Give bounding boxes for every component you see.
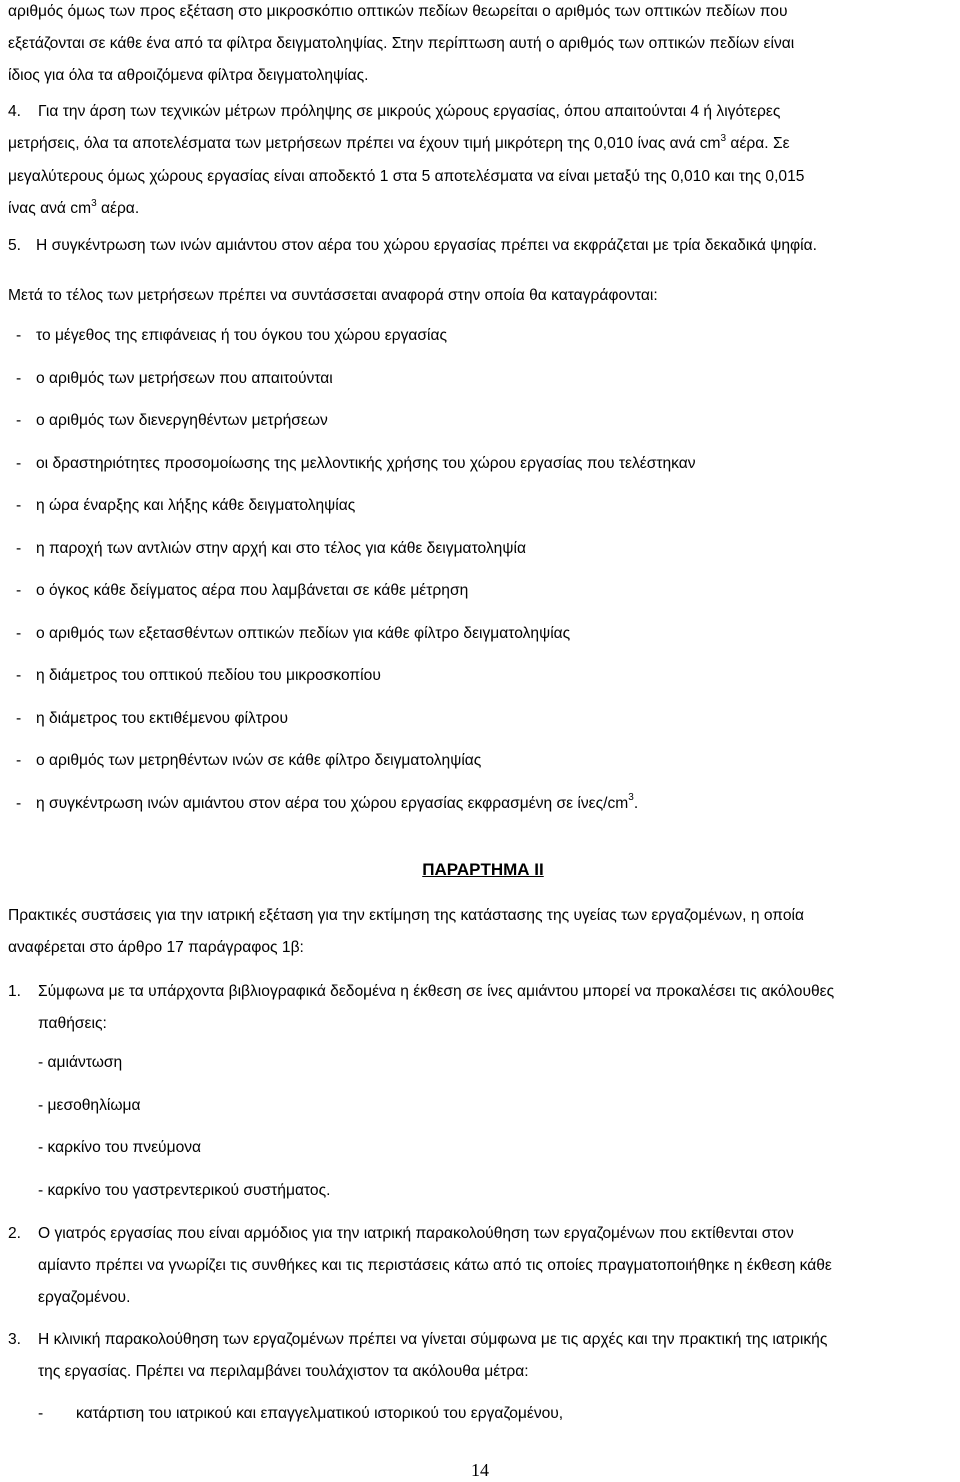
dash-marker: -: [16, 412, 22, 429]
annex-intro-line-1: Πρακτικές συστάσεις για την ιατρική εξέταση για την εκτίμηση της κατάστασης της υγείας των εργαζομένων, η οποία: [8, 907, 804, 924]
annex-item-1-line-1: Σύμφωνα με τα υπάρχοντα βιβλιογραφικά δεδομένα η έκθεση σε ίνες αμιάντου μπορεί να προκαλέσει τις ακόλουθες: [38, 983, 835, 1000]
annex-item-3-line-1: Η κλινική παρακολούθηση των εργαζομένων πρέπει να γίνεται σύμφωνα με τις αρχές και την πρακτική της ιατρικής: [38, 1331, 828, 1348]
annex-item-3-line-2: της εργασίας. Πρέπει να περιλαμβάνει τουλάχιστον τα ακόλουθα μέτρα:: [38, 1363, 529, 1380]
report-list-item: - η παροχή των αντλιών στην αρχή και στο τέλος για κάθε δειγματοληψία: [16, 539, 526, 557]
item-5-number: 5.: [8, 237, 22, 254]
dash-marker: -: [16, 667, 22, 684]
annex-intro-line-2: αναφέρεται στο άρθρο 17 παράγραφος 1β:: [8, 939, 304, 956]
report-list-item: - ο όγκος κάθε δείγματος αέρα που λαμβάνεται σε κάθε μέτρηση: [16, 582, 469, 599]
item-4-line-2: μετρήσεις, όλα τα αποτελέσματα των μετρήσεων πρέπει να έχουν τιμή μικρότερη της 0,010 ίνας ανά $cm^3$ αέρα. Σε: [8, 132, 790, 152]
item-5-text: Η συγκέντρωση των ινών αμιάντου στον αέρα του χώρου εργασίας πρέπει να εκφράζεται με τρία δεκαδικά ψηφία.: [36, 237, 817, 254]
annex-item-3-number: 3.: [8, 1331, 22, 1348]
disease-item: - αμιάντωση: [38, 1054, 123, 1071]
item-4-line-1: Για την άρση των τεχνικών μέτρων πρόληψης σε μικρούς χώρους εργασίας, όπου απαιτούνται 4 ή λιγότερες: [38, 103, 781, 120]
intro-line-2: εξετάζονται σε κάθε ένα από τα φίλτρα δειγματοληψίας. Στην περίπτωση αυτή ο αριθμός των οπτικών πεδίων είναι: [8, 35, 795, 52]
report-list-item: - ο αριθμός των διενεργηθέντων μετρήσεων: [16, 412, 328, 429]
item-4-number: 4.: [8, 103, 22, 120]
annex-item-1-line-2: παθήσεις:: [38, 1015, 107, 1032]
disease-item: - καρκίνο του πνεύμονα: [38, 1139, 202, 1156]
report-list-item-last: - η συγκέντρωση ινών αμιάντου στον αέρα του χώρου εργασίας εκφρασμένη σε ίνες/$cm^3$.: [16, 792, 639, 812]
report-list-item: - ο αριθμός των μετρηθέντων ινών σε κάθε φίλτρο δειγματοληψίας: [16, 752, 482, 769]
report-list-item: - η διάμετρος του οπτικού πεδίου του μικροσκοπίου: [16, 667, 381, 684]
dash-marker: -: [16, 709, 22, 727]
disease-item: - καρκίνο του γαστρεντερικού συστήματος.: [38, 1182, 331, 1199]
report-list-item: - το μέγεθος της επιφάνειας ή του όγκου του χώρου εργασίας: [16, 327, 448, 344]
dash-marker: -: [16, 752, 22, 769]
annex-item-2-line-3: εργαζομένου.: [38, 1289, 131, 1306]
annex-item-2-line-2: αμίαντο πρέπει να γνωρίζει τις συνθήκες και τις περιστάσεις κάτω από τις οποίες πραγματοποιήθηκε η έκθεση κάθε: [38, 1257, 832, 1274]
dash-marker: -: [16, 582, 22, 599]
dash-marker: -: [16, 794, 22, 812]
report-list-item: - η ώρα έναρξης και λήξης κάθε δειγματοληψίας: [16, 497, 356, 514]
report-list-item: - οι δραστηριότητες προσομοίωσης της μελλοντικής χρήσης του χώρου εργασίας που τελέστηκαν: [16, 454, 696, 472]
dash-marker: -: [16, 454, 22, 472]
dash-marker: -: [16, 369, 22, 387]
dash-marker: -: [38, 1405, 44, 1422]
disease-item: - μεσοθηλίωμα: [38, 1097, 141, 1114]
report-list-item: - ο αριθμός των εξετασθέντων οπτικών πεδίων για κάθε φίλτρο δειγματοληψίας: [16, 624, 571, 642]
report-intro: Μετά το τέλος των μετρήσεων πρέπει να συντάσσεται αναφορά στην οποία θα καταγράφονται:: [8, 287, 658, 304]
dash-marker: -: [16, 624, 22, 642]
report-list-item: - ο αριθμός των μετρήσεων που απαιτούνται: [16, 369, 333, 387]
report-list-item: - η διάμετρος του εκτιθέμενου φίλτρου: [16, 709, 288, 727]
dash-marker: -: [16, 539, 22, 557]
annex-item-1-number: 1.: [8, 983, 22, 1000]
intro-line-1: αριθμός όμως των προς εξέταση στο μικροσκόπιο οπτικών πεδίων θεωρείται ο αριθμός των οπτικών πεδίων που: [8, 3, 788, 20]
annex-title: ΠΑΡΑΡΤΗΜΑ ΙΙ: [422, 860, 544, 879]
dash-marker: -: [16, 497, 22, 514]
annex-item-3-dash-item: - κατάρτιση του ιατρικού και επαγγελματικού ιστορικού του εργαζομένου,: [38, 1405, 564, 1422]
item-4-line-3: μεγαλύτερους όμως χώρους εργασίας είναι αποδεκτό 1 στα 5 αποτελέσματα να είναι μεταξύ της 0,010 και της 0,015: [8, 168, 805, 185]
dash-marker: -: [16, 327, 22, 344]
annex-item-2-line-1: Ο γιατρός εργασίας που είναι αρμόδιος για την ιατρική παρακολούθηση των εργαζομένων που εκτίθενται στον: [38, 1225, 794, 1242]
item-4-line-4: ίνας ανά $cm^3$ αέρα.: [8, 197, 140, 217]
annex-item-2-number: 2.: [8, 1225, 22, 1242]
page-number: 14: [471, 1460, 489, 1480]
intro-line-3: ίδιος για όλα τα αθροιζόμενα φίλτρα δειγματοληψίας.: [8, 67, 369, 84]
